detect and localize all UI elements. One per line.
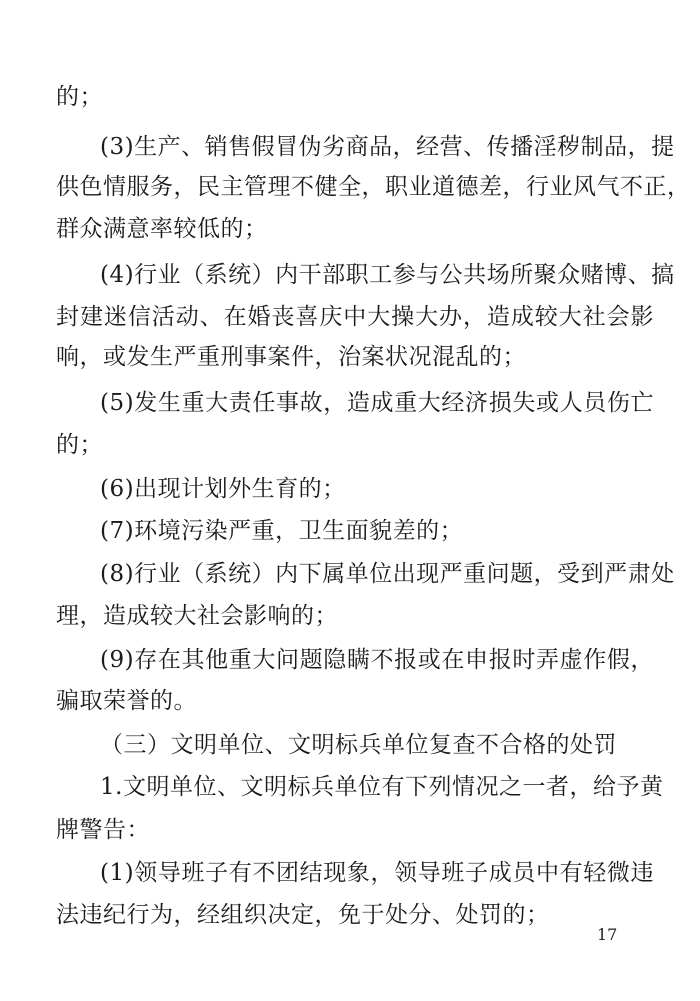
page-number: 17 xyxy=(597,925,618,944)
text-line: (7)环境污染严重，卫生面貌差的； xyxy=(100,518,464,544)
text-line: (8)行业（系统）内下属单位出现严重问题，受到严肃处 xyxy=(100,561,675,587)
text-line: 的； xyxy=(56,432,103,458)
text-line: 响，或发生严重刑事案件，治案状况混乱的； xyxy=(56,344,526,370)
text-line: (5)发生重大责任事故，造成重大经济损失或人员伤亡 xyxy=(100,390,654,416)
section-heading: （三）文明单位、文明标兵单位复查不合格的处罚 xyxy=(100,732,617,758)
text-line: 1.文明单位、文明标兵单位有下列情况之一者，给予黄 xyxy=(100,774,664,800)
text-line: (4)行业（系统）内干部职工参与公共场所聚众赌博、搞 xyxy=(100,262,675,288)
text-line: 牌警告： xyxy=(56,817,150,843)
text-line: 的； xyxy=(56,84,103,110)
text-line: (3)生产、销售假冒伪劣商品，经营、传播淫秽制品，提 xyxy=(100,134,675,160)
text-line: 群众满意率较低的； xyxy=(56,216,268,242)
text-line: 骗取荣誉的。 xyxy=(56,688,197,714)
text-line: (1)领导班子有不团结现象，领导班子成员中有轻微违 xyxy=(100,860,654,886)
text-line: 理，造成较大社会影响的； xyxy=(56,603,338,629)
text-line: (9)存在其他重大问题隐瞒不报或在申报时弄虚作假， xyxy=(100,647,654,673)
text-line: 法违纪行为，经组织决定，免于处分、处罚的； xyxy=(56,902,550,928)
text-line: 供色情服务，民主管理不健全，职业道德差，行业风气不正， xyxy=(56,174,691,200)
text-line: (6)出现计划外生育的； xyxy=(100,476,346,502)
text-line: 封建迷信活动、在婚丧喜庆中大操大办，造成较大社会影 xyxy=(56,304,654,330)
